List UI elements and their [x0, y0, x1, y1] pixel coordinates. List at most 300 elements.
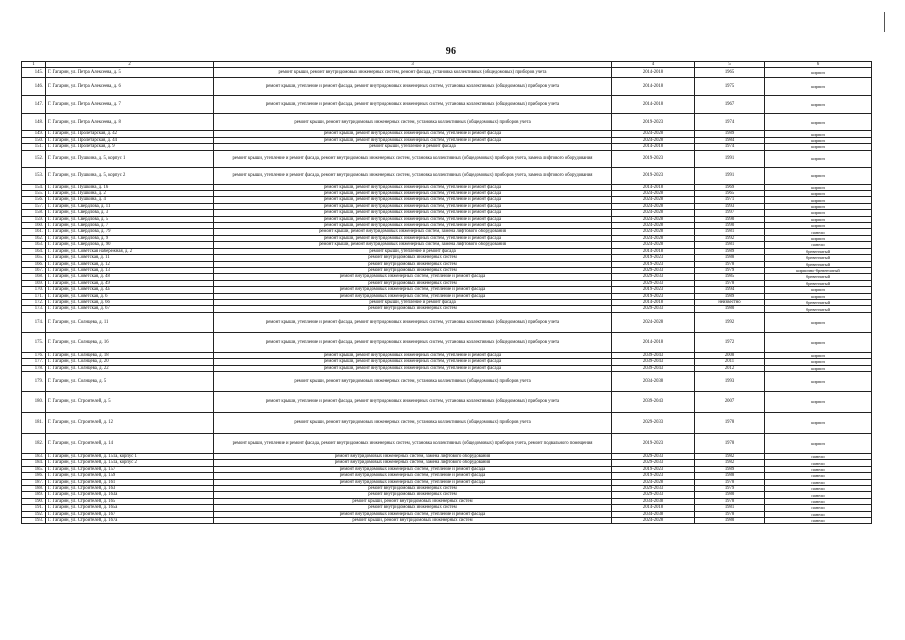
house-address: Г. Гагарин, ул. Строителей, д. 161	[46, 479, 214, 485]
construction-year: 1990	[695, 216, 765, 222]
construction-year: 1978	[695, 280, 765, 286]
house-address: Г. Гагарин, ул. Советская, д. 13	[46, 267, 214, 273]
repair-period: 2019-2023	[612, 167, 695, 184]
house-address: Г. Гагарин, ул. Советская, д. 67	[46, 306, 214, 312]
row-number: 176.	[22, 352, 46, 358]
table-row	[22, 78, 872, 96]
table-row	[22, 96, 872, 114]
repair-works: ремонт крыши, ремонт внутридомовых инженерных систем, установка коллективных (общедомовых) приборов учета	[214, 412, 612, 433]
house-address: Г. Гагарин, ул. Свердлова, д. 79	[46, 229, 214, 235]
repair-works: ремонт крыши, ремонт внутридомовых инженерных систем, утепление и ремонт фасада	[214, 210, 612, 216]
repair-period: 2019-2023	[612, 473, 695, 479]
wall-material: панели	[765, 242, 872, 248]
construction-year: 1991	[695, 150, 765, 167]
house-address: Г. Гагарин, ул. Строителей, д. 157	[46, 466, 214, 472]
repair-period: 2034-2038	[612, 498, 695, 504]
row-number: 148.	[22, 114, 46, 131]
house-address: Г. Гагарин, ул. Солнцева, д. 16	[46, 332, 214, 352]
wall-material: бревенчатый	[765, 274, 872, 280]
house-address: Г. Гагарин, ул. Пушкина, д. 4	[46, 197, 214, 203]
construction-year: 1975	[695, 78, 765, 96]
house-address: Г. Гагарин, ул. Пушкина, д. 2	[46, 191, 214, 197]
table-row	[22, 68, 872, 78]
repair-period: 2024-2028	[612, 203, 695, 209]
house-address: Г. Гагарин, ул. Свердлова, д. 7	[46, 223, 214, 229]
construction-year: 1988	[695, 255, 765, 261]
wall-material: панели	[765, 460, 872, 466]
repair-works: ремонт крыши, ремонт внутридомовых инженерных систем, замена лифтового оборудования	[214, 242, 612, 248]
house-address: Г. Гагарин, ул. Советская, д. 11	[46, 255, 214, 261]
house-address: Г. Гагарин, ул. Петра Алексеева, д. 5	[46, 68, 214, 78]
construction-year: 1978	[695, 433, 765, 453]
repair-works: ремонт крыши, ремонт внутридомовых инженерных систем, утепление и ремонт фасада	[214, 191, 612, 197]
construction-year: 1992	[695, 235, 765, 241]
repair-period: 2014-2018	[612, 299, 695, 305]
column-header-3: 3	[214, 62, 612, 68]
house-address: Г. Гагарин, ул. Свердлова, д. 11	[46, 203, 214, 209]
construction-year: 1978	[695, 479, 765, 485]
row-number: 181.	[22, 412, 46, 433]
repair-works: ремонт крыши, ремонт внутридомовых инженерных систем, утепление и ремонт фасада	[214, 184, 612, 190]
repair-works: ремонт крыши, ремонт внутридомовых инженерных систем, утепление и ремонт фасада	[214, 203, 612, 209]
house-address: Г. Гагарин, ул. Советская набережная, д. 2	[46, 248, 214, 254]
table-row	[22, 518, 872, 524]
construction-year: 1971	[695, 197, 765, 203]
wall-material: панели	[765, 486, 872, 492]
construction-year: 1988	[695, 473, 765, 479]
repair-works: ремонт внутридомовых инженерных систем	[214, 492, 612, 498]
repair-works: ремонт внутридомовых инженерных систем	[214, 261, 612, 267]
wall-material: кирпич	[765, 114, 872, 131]
wall-material: панели	[765, 453, 872, 459]
row-number: 179.	[22, 371, 46, 391]
repair-works: ремонт крыши, ремонт внутридомовых инженерных систем, утепление и ремонт фасада	[214, 352, 612, 358]
column-header-6: 6	[765, 62, 872, 68]
row-number: 178.	[22, 365, 46, 371]
wall-material: кирпич	[765, 78, 872, 96]
repair-period: 2029-2033	[612, 486, 695, 492]
repair-period: 2024-2028	[612, 312, 695, 332]
repair-works: ремонт крыши, ремонт внутридомовых инженерных систем, замена лифтового оборудования	[214, 229, 612, 235]
repair-period: 2019-2023	[612, 433, 695, 453]
row-number: 165.	[22, 255, 46, 261]
wall-material: панели	[765, 498, 872, 504]
house-address: Г. Гагарин, ул. Советская, д. 6	[46, 293, 214, 299]
house-address: Г. Гагарин, ул. Петра Алексеева, д. 7	[46, 96, 214, 114]
wall-material: панели	[765, 473, 872, 479]
row-number: 154.	[22, 184, 46, 190]
row-number: 150.	[22, 137, 46, 143]
row-number: 193.	[22, 518, 46, 524]
house-address: Г. Гагарин, ул. Строителей, д. 163а	[46, 492, 214, 498]
repair-works: ремонт внутридомовых инженерных систем	[214, 280, 612, 286]
house-address: Г. Гагарин, ул. Строителей, д. 165а	[46, 505, 214, 511]
wall-material: кирпич	[765, 371, 872, 391]
row-number: 162.	[22, 235, 46, 241]
repair-period: 2029-2033	[612, 274, 695, 280]
row-number: 145.	[22, 68, 46, 78]
repair-period: 2029-2033	[612, 412, 695, 433]
wall-material: кирпич	[765, 144, 872, 150]
house-address: Г. Гагарин, ул. Строителей, д. 163	[46, 486, 214, 492]
construction-year: 1989	[695, 293, 765, 299]
repair-works: ремонт крыши, утепление и ремонт фасада, ремонт внутридомовых инженерных систем, установка коллективных (общедомовых) приборов учета	[214, 78, 612, 96]
construction-year: 1979	[695, 267, 765, 273]
construction-year: 1982	[695, 453, 765, 459]
row-number: 188.	[22, 486, 46, 492]
wall-material: кирпич	[765, 210, 872, 216]
construction-year: 1997	[695, 210, 765, 216]
construction-year: 1989	[695, 131, 765, 137]
repair-period: 2024-2028	[612, 518, 695, 524]
house-address: Г. Гагарин, ул. Пролетарская, д. 44	[46, 137, 214, 143]
repair-period: 2014-2018	[612, 505, 695, 511]
wall-material: кирпич	[765, 191, 872, 197]
repair-works: ремонт крыши, утепление и ремонт фасада, ремонт внутридомовых инженерных систем, установка коллективных (общедомовых) приборов учета	[214, 332, 612, 352]
row-number: 167.	[22, 267, 46, 273]
construction-year: 1969	[695, 184, 765, 190]
repair-period: 2019-2023	[612, 261, 695, 267]
row-number: 191.	[22, 505, 46, 511]
row-number: 163.	[22, 242, 46, 248]
repair-period: 2029-2033	[612, 267, 695, 273]
repair-works: ремонт крыши, ремонт внутридомовых инженерных систем, утепление и ремонт фасада	[214, 365, 612, 371]
wall-material: кирпич	[765, 223, 872, 229]
wall-material: кирпично-бревенчатый	[765, 267, 872, 273]
wall-material: кирпич	[765, 203, 872, 209]
repair-works: ремонт крыши, утепление и ремонт фасада, ремонт внутридомовых инженерных систем, установка коллективных (общедомовых) приборов учета, замена лифтового оборудования	[214, 150, 612, 167]
repair-works: ремонт внутридомовых инженерных систем, утепление и ремонт фасада	[214, 479, 612, 485]
row-number: 147.	[22, 96, 46, 114]
construction-year: 1989	[695, 466, 765, 472]
wall-material: панели	[765, 466, 872, 472]
repair-period: 2014-2018	[612, 68, 695, 78]
repair-period: 2029-2033	[612, 453, 695, 459]
construction-year: 1989	[695, 248, 765, 254]
row-number: 189.	[22, 492, 46, 498]
house-address: Г. Гагарин, ул. Солнцева, д. 5	[46, 371, 214, 391]
house-address: Г. Гагарин, ул. Свердлова, д. 5	[46, 216, 214, 222]
column-header-1: 1	[22, 62, 46, 68]
house-address: Г. Гагарин, ул. Солнцева, д. 11	[46, 312, 214, 332]
repair-works: ремонт крыши, ремонт внутридомовых инженерных систем	[214, 518, 612, 524]
house-address: Г. Гагарин, ул. Солнцева, д. 18	[46, 352, 214, 358]
house-address: Г. Гагарин, ул. Советская, д. 12	[46, 261, 214, 267]
construction-year: 1990	[695, 223, 765, 229]
repair-works: ремонт крыши, утепление и ремонт фасада	[214, 299, 612, 305]
repair-period: 2019-2023	[612, 114, 695, 131]
column-header-5: 5	[695, 62, 765, 68]
repair-period: 2024-2028	[612, 479, 695, 485]
construction-year: 2011	[695, 359, 765, 365]
repair-works: ремонт внутридомовых инженерных систем	[214, 255, 612, 261]
wall-material: кирпич	[765, 150, 872, 167]
row-number: 187.	[22, 479, 46, 485]
row-number: 161.	[22, 229, 46, 235]
house-address: Г. Гагарин, ул. Солнцева, д. 20	[46, 359, 214, 365]
table-row	[22, 433, 872, 453]
row-number: 170.	[22, 287, 46, 293]
wall-material: панели	[765, 492, 872, 498]
repair-works: ремонт крыши, ремонт внутридомовых инженерных систем, утепление и ремонт фасада	[214, 131, 612, 137]
repair-period: 2039-2043	[612, 352, 695, 358]
construction-year: 1993	[695, 203, 765, 209]
construction-year: 1980	[695, 306, 765, 312]
repair-period: 2024-2028	[612, 137, 695, 143]
row-number: 172.	[22, 299, 46, 305]
repair-works: ремонт крыши, ремонт внутридомовых инженерных систем, утепление и ремонт фасада	[214, 197, 612, 203]
construction-year: 1985	[695, 274, 765, 280]
house-address: Г. Гагарин, ул. Петра Алексеева, д. 8	[46, 114, 214, 131]
construction-year: неизвестно	[695, 299, 765, 305]
construction-year: 1984	[695, 137, 765, 143]
scan-margin-mark	[884, 12, 885, 32]
repair-period: 2014-2018	[612, 248, 695, 254]
repair-period: 2019-2023	[612, 150, 695, 167]
wall-material: бревенчатый	[765, 306, 872, 312]
construction-year: 2012	[695, 365, 765, 371]
wall-material: бревенчатый	[765, 255, 872, 261]
repair-works: ремонт внутридомовых инженерных систем, утепление и ремонт фасада	[214, 274, 612, 280]
repair-works: ремонт крыши, ремонт внутридомовых инженерных систем, установка коллективных (общедомовых) приборов учета	[214, 114, 612, 131]
repair-period: 2019-2023	[612, 287, 695, 293]
wall-material: кирпич	[765, 197, 872, 203]
repair-period: 2024-2028	[612, 210, 695, 216]
wall-material: кирпич	[765, 332, 872, 352]
row-number: 190.	[22, 498, 46, 504]
repair-period: 2034-2038	[612, 371, 695, 391]
housing-register-table	[21, 61, 872, 524]
repair-works: ремонт внутридомовых инженерных систем	[214, 486, 612, 492]
construction-year: 1981	[695, 505, 765, 511]
house-address: Г. Гагарин, ул. Солнцева, д. 22	[46, 365, 214, 371]
house-address: Г. Гагарин, ул. Строителей, д. 5	[46, 391, 214, 412]
repair-works: ремонт крыши, утепление и ремонт фасада, ремонт внутридомовых инженерных систем, установка коллективных (общедомовых) приборов учета	[214, 391, 612, 412]
row-number: 171.	[22, 293, 46, 299]
repair-period: 2034-2038	[612, 511, 695, 517]
house-address: Г. Гагарин, ул. Строителей, д. 151а, корпус 2	[46, 460, 214, 466]
wall-material: кирпич	[765, 287, 872, 293]
construction-year: 1978	[695, 261, 765, 267]
row-number: 185.	[22, 466, 46, 472]
repair-period: 2014-2018	[612, 144, 695, 150]
house-address: Г. Гагарин, ул. Строителей, д. 167	[46, 511, 214, 517]
row-number: 164.	[22, 248, 46, 254]
house-address: Г. Гагарин, ул. Пролетарская, д. 42	[46, 131, 214, 137]
row-number: 149.	[22, 131, 46, 137]
house-address: Г. Гагарин, ул. Свердлова, д. 3	[46, 210, 214, 216]
wall-material: кирпич	[765, 412, 872, 433]
repair-period: 2029-2033	[612, 280, 695, 286]
repair-works: ремонт крыши, ремонт внутридомовых инженерных систем, установка коллективных (общедомовых) приборов учета	[214, 371, 612, 391]
repair-period: 2014-2018	[612, 78, 695, 96]
repair-period: 2019-2023	[612, 293, 695, 299]
repair-works: ремонт крыши, ремонт внутридомовых инженерных систем, утепление и ремонт фасада	[214, 137, 612, 143]
construction-year: 1981	[695, 242, 765, 248]
construction-year: 1981	[695, 229, 765, 235]
construction-year: 1978	[695, 498, 765, 504]
page-number: 96	[445, 46, 457, 57]
table-row	[22, 412, 872, 433]
repair-period: 2029-2033	[612, 306, 695, 312]
row-number: 173.	[22, 306, 46, 312]
wall-material: панели	[765, 479, 872, 485]
repair-works: ремонт крыши, ремонт внутридомовых инженерных систем, утепление и ремонт фасада	[214, 235, 612, 241]
repair-works: ремонт крыши, ремонт внутридомовых инженерных систем, ремонт фасада, установка коллективных (общедомовых) приборов учета	[214, 68, 612, 78]
row-number: 152.	[22, 150, 46, 167]
row-number: 180.	[22, 391, 46, 412]
table-row	[22, 150, 872, 167]
house-address: Г. Гагарин, ул. Советская, д. 66	[46, 299, 214, 305]
construction-year: 1965	[695, 191, 765, 197]
wall-material: кирпич	[765, 68, 872, 78]
repair-period: 2024-2028	[612, 197, 695, 203]
repair-works: ремонт внутридомовых инженерных систем	[214, 505, 612, 511]
repair-period: 2039-2043	[612, 365, 695, 371]
wall-material: кирпич	[765, 96, 872, 114]
wall-material: кирпич	[765, 293, 872, 299]
table-row	[22, 167, 872, 184]
repair-works: ремонт внутридомовых инженерных систем	[214, 267, 612, 273]
wall-material: кирпич	[765, 216, 872, 222]
wall-material: панели	[765, 518, 872, 524]
construction-year: 1980	[695, 492, 765, 498]
house-address: Г. Гагарин, ул. Пушкина, д. 5, корпус 1	[46, 150, 214, 167]
row-number: 169.	[22, 280, 46, 286]
wall-material: бревенчатый	[765, 248, 872, 254]
row-number: 177.	[22, 359, 46, 365]
construction-year: 1993	[695, 371, 765, 391]
repair-works: ремонт крыши, ремонт внутридомовых инженерных систем	[214, 498, 612, 504]
wall-material: панели	[765, 511, 872, 517]
house-address: Г. Гагарин, ул. Свердлова, д. 9	[46, 235, 214, 241]
table-row	[22, 391, 872, 412]
row-number: 160.	[22, 223, 46, 229]
house-address: Г. Гагарин, ул. Советская, д. 49	[46, 280, 214, 286]
repair-works: ремонт внутридомовых инженерных систем, замена лифтового оборудования	[214, 453, 612, 459]
repair-period: 2024-2028	[612, 191, 695, 197]
repair-works: ремонт крыши, утепление и ремонт фасада, ремонт внутридомовых инженерных систем, установка коллективных (общедомовых) приборов учета	[214, 96, 612, 114]
repair-works: ремонт крыши, утепление и ремонт фасада	[214, 248, 612, 254]
repair-period: 2014-2018	[612, 184, 695, 190]
house-address: Г. Гагарин, ул. Строителей, д. 165	[46, 498, 214, 504]
construction-year: 1994	[695, 287, 765, 293]
house-address: Г. Гагарин, ул. Строителей, д. 14	[46, 433, 214, 453]
wall-material: кирпич	[765, 167, 872, 184]
repair-period: 2024-2028	[612, 223, 695, 229]
house-address: Г. Гагарин, ул. Пушкина, д. 16	[46, 184, 214, 190]
repair-period: 2024-2028	[612, 235, 695, 241]
repair-works: ремонт внутридомовых инженерных систем, утепление и ремонт фасада	[214, 473, 612, 479]
construction-year: 2008	[695, 352, 765, 358]
repair-period: 2024-2028	[612, 216, 695, 222]
wall-material: кирпич	[765, 137, 872, 143]
wall-material: кирпич	[765, 184, 872, 190]
repair-period: 2039-2043	[612, 391, 695, 412]
wall-material: кирпич	[765, 131, 872, 137]
row-number: 146.	[22, 78, 46, 96]
repair-works: ремонт внутридомовых инженерных систем, утепление и ремонт фасада	[214, 287, 612, 293]
wall-material: кирпич	[765, 235, 872, 241]
row-number: 156.	[22, 197, 46, 203]
house-address: Г. Гагарин, ул. Строителей, д. 151а, корпус 1	[46, 453, 214, 459]
construction-year: 1992	[695, 312, 765, 332]
construction-year: 1972	[695, 332, 765, 352]
repair-works: ремонт крыши, утепление и ремонт фасада, ремонт внутридомовых инженерных систем, установка коллективных (общедомовых) приборов учета, замена лифтового оборудования	[214, 167, 612, 184]
repair-period: 2019-2023	[612, 255, 695, 261]
construction-year: 2007	[695, 391, 765, 412]
row-number: 159.	[22, 216, 46, 222]
repair-works: ремонт крыши, ремонт внутридомовых инженерных систем, утепление и ремонт фасада	[214, 359, 612, 365]
repair-period: 2024-2028	[612, 242, 695, 248]
column-header-4: 4	[612, 62, 695, 68]
row-number: 158.	[22, 210, 46, 216]
repair-works: ремонт внутридомовых инженерных систем, замена лифтового оборудования	[214, 460, 612, 466]
wall-material: кирпич	[765, 359, 872, 365]
row-number: 183.	[22, 453, 46, 459]
row-number: 184.	[22, 460, 46, 466]
row-number: 182.	[22, 433, 46, 453]
construction-year: 1991	[695, 167, 765, 184]
house-address: Г. Гагарин, ул. Строителей, д. 12	[46, 412, 214, 433]
wall-material: кирпич	[765, 352, 872, 358]
repair-period: 2019-2023	[612, 466, 695, 472]
repair-works: ремонт внутридомовых инженерных систем	[214, 306, 612, 312]
repair-period: 2029-2033	[612, 492, 695, 498]
row-number: 155.	[22, 191, 46, 197]
wall-material: кирпич	[765, 365, 872, 371]
construction-year: 1978	[695, 412, 765, 433]
wall-material: панели	[765, 505, 872, 511]
repair-period: 2029-2033	[612, 460, 695, 466]
repair-period: 2024-2028	[612, 229, 695, 235]
construction-year: 1979	[695, 486, 765, 492]
table-row	[22, 332, 872, 352]
repair-works: ремонт крыши, ремонт внутридомовых инженерных систем, утепление и ремонт фасада	[214, 223, 612, 229]
repair-works: ремонт внутридомовых инженерных систем, утепление и ремонт фасада	[214, 511, 612, 517]
row-number: 175.	[22, 332, 46, 352]
row-number: 153.	[22, 167, 46, 184]
row-number: 151.	[22, 144, 46, 150]
house-address: Г. Гагарин, ул. Советская, д. 4а	[46, 287, 214, 293]
column-header-2: 2	[46, 62, 214, 68]
row-number: 174.	[22, 312, 46, 332]
house-address: Г. Гагарин, ул. Петра Алексеева, д. 6	[46, 78, 214, 96]
house-address: Г. Гагарин, ул. Пушкина, д. 5, корпус 2	[46, 167, 214, 184]
row-number: 192.	[22, 511, 46, 517]
house-address: Г. Гагарин, ул. Строителей, д. 159	[46, 473, 214, 479]
construction-year: 1974	[695, 144, 765, 150]
wall-material: бревенчатый	[765, 299, 872, 305]
house-address: Г. Гагарин, ул. Советская, д. 48	[46, 274, 214, 280]
repair-period: 2024-2028	[612, 131, 695, 137]
construction-year: 1967	[695, 96, 765, 114]
construction-year: 1982	[695, 460, 765, 466]
repair-works: ремонт внутридомовых инженерных систем, утепление и ремонт фасада	[214, 293, 612, 299]
row-number: 157.	[22, 203, 46, 209]
wall-material: кирпич	[765, 433, 872, 453]
house-address: Г. Гагарин, ул. Пролетарская, д. 9	[46, 144, 214, 150]
house-address: Г. Гагарин, ул. Свердлова, д. 90	[46, 242, 214, 248]
repair-works: ремонт крыши, утепление и ремонт фасада, ремонт внутридомовых инженерных систем, установка коллективных (общедомовых) приборов учета, ремонт подвального помещения	[214, 433, 612, 453]
table-row	[22, 312, 872, 332]
wall-material: панели	[765, 229, 872, 235]
table-row	[22, 114, 872, 131]
repair-period: 2014-2018	[612, 96, 695, 114]
repair-period: 2039-2043	[612, 359, 695, 365]
wall-material: бревенчатый	[765, 261, 872, 267]
repair-works: ремонт крыши, утепление и ремонт фасада	[214, 144, 612, 150]
